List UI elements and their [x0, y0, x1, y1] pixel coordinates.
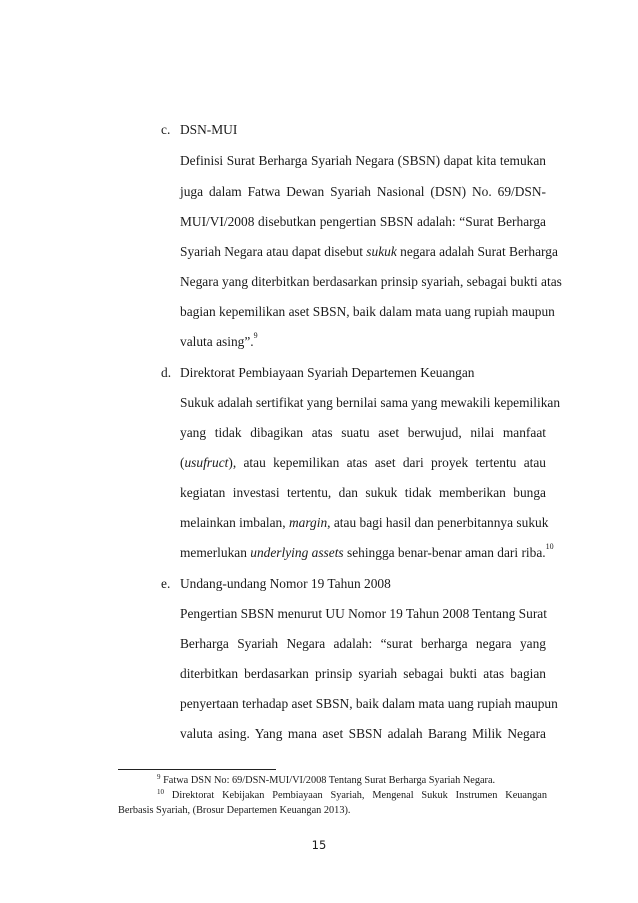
section-c-line-3: MUI/VI/2008 disebutkan pengertian SBSN adalah: “Surat Berharga [180, 214, 546, 229]
footnote-text: Direktorat Kebijakan Pembiayaan Syariah, Mengenal Sukuk Instrumen Keuangan [171, 790, 548, 801]
section-e-line-5: valuta asing. Yang mana aset SBSN adalah Barang Milik Negara [180, 726, 546, 741]
footnote-10-line-1 [157, 790, 547, 801]
footnote-ref-10[interactable]: 10 [545, 542, 554, 551]
italic-term: underlying assets [250, 545, 344, 560]
section-e-title: Undang-undang Nomor 19 Tahun 2008 [180, 576, 391, 591]
section-c-title: DSN-MUI [180, 122, 238, 137]
section-d-line-3 [180, 455, 546, 471]
text-run: Syariah Negara atau dapat disebut [180, 244, 367, 259]
text-run: memerlukan [180, 545, 251, 560]
section-e-heading [161, 576, 391, 592]
text-run: valuta asing”. [180, 334, 254, 349]
section-c-line-5: Negara yang diterbitkan berdasarkan prinsip syariah, sebagai bukti atas [180, 274, 562, 289]
section-c-heading [161, 122, 237, 138]
section-c-line-2: juga dalam Fatwa Dewan Syariah Nasional (DSN) No. 69/DSN- [180, 184, 546, 199]
text-run: ), atau kepemilikan atas aset dari proyek tertentu atau [228, 455, 546, 470]
section-d-line-2: yang tidak dibagikan atas suatu aset berwujud, nilai manfaat [180, 425, 546, 440]
section-c-line-6: bagian kepemilikan aset SBSN, baik dalam mata uang rupiah maupun [180, 304, 555, 319]
footnote-number: 10 [157, 788, 164, 796]
page-number: 15 [311, 838, 327, 852]
italic-term: sukuk [366, 244, 397, 259]
section-e-line-2: Berharga Syariah Negara adalah: “surat berharga negara yang [180, 636, 546, 651]
italic-term: usufruct [184, 455, 229, 470]
section-e-line-1: Pengertian SBSN menurut UU Nomor 19 Tahun 2008 Tentang Surat [180, 606, 547, 621]
section-d-line-1: Sukuk adalah sertifikat yang bernilai sama yang mewakili kepemilikan [180, 395, 561, 410]
footnote-ref-9[interactable]: 9 [253, 331, 258, 340]
section-e-line-4: penyertaan terhadap aset SBSN, baik dalam mata uang rupiah maupun [180, 696, 558, 711]
section-e-line-3: diterbitkan berdasarkan prinsip syariah sebagai bukti atas bagian [180, 666, 546, 681]
section-c-line-4 [180, 244, 558, 260]
footnote-separator [118, 769, 276, 770]
section-c-line-1: Definisi Surat Berharga Syariah Negara (SBSN) dapat kita temukan [180, 153, 546, 168]
text-run: sehingga benar-benar aman dari riba. [343, 545, 546, 560]
section-c-letter: c. [161, 122, 171, 137]
section-d-title: Direktorat Pembiayaan Syariah Departemen Keuangan [180, 365, 475, 380]
text-run: , atau bagi hasil dan penerbitannya sukuk [327, 515, 549, 530]
section-d-line-5 [180, 515, 549, 531]
section-d-line-6 [180, 542, 554, 561]
text-run: negara adalah Surat Berharga [396, 244, 558, 259]
text-run: ( [180, 455, 185, 470]
section-d-letter: d. [161, 365, 172, 380]
section-d-heading [161, 365, 474, 381]
footnote-10-line-2: Berbasis Syariah, (Brosur Departemen Keuangan 2013). [118, 805, 351, 816]
text-run: melainkan imbalan, [180, 515, 289, 530]
footnote-9 [157, 775, 495, 786]
footnote-number: 9 [157, 773, 161, 781]
footnote-text: Fatwa DSN No: 69/DSN-MUI/VI/2008 Tentang Surat Berharga Syariah Negara. [163, 775, 496, 786]
italic-term: margin [288, 515, 328, 530]
section-c-line-7 [180, 331, 546, 350]
section-d-line-4: kegiatan investasi tertentu, dan sukuk tidak memberikan bunga [180, 485, 546, 500]
section-e-letter: e. [161, 576, 171, 591]
